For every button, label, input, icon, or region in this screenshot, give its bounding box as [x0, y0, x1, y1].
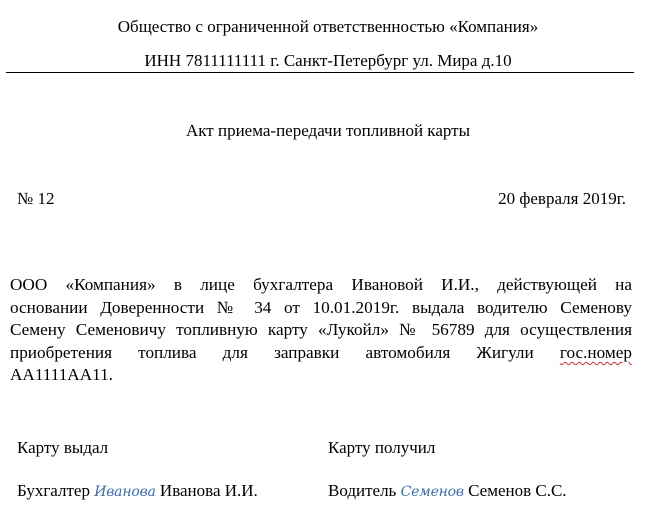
- body-line-1: ООО «Компания» в лице бухгалтера Ивановой И.И., действующей на: [10, 275, 632, 294]
- handed-over-signature-line: [17, 481, 258, 501]
- act-number: № 12: [17, 189, 55, 208]
- body-line-5: АА1111АА11.: [10, 365, 113, 385]
- body-line-2: основании Доверенности № 34 от 10.01.2019г. выдала водителю Семенову: [10, 297, 632, 317]
- act-date: 20 февраля 2019г.: [498, 189, 626, 208]
- company-details: ИНН 7811111111 г. Санкт-Петербург ул. Мира д.10: [144, 51, 512, 70]
- body-line-4: [10, 342, 632, 365]
- received-signature: Семенов: [400, 484, 464, 500]
- handed-over-position: Бухгалтер: [17, 481, 90, 500]
- handed-over-name: Иванова И.И.: [159, 481, 258, 500]
- header-divider: [6, 72, 634, 73]
- spellcheck-marked-word: гос.номер: [559, 342, 632, 362]
- act-body: [10, 274, 632, 387]
- received-position: Водитель: [328, 481, 397, 500]
- company-name: Общество с ограниченной ответственностью «Компания»: [117, 17, 539, 36]
- body-line-4-text: приобретения топлива для заправки автомобиля Жигули: [10, 342, 560, 362]
- received-signature-line: [328, 481, 567, 501]
- handed-over-label: Карту выдал: [17, 438, 109, 457]
- handed-over-signature: Иванова: [94, 484, 156, 500]
- received-label: Карту получил: [328, 438, 436, 457]
- body-line-3: Семену Семеновичу топливную карту «Лукойл» № 56789 для осуществления: [10, 320, 632, 340]
- document-title: Акт приема-передачи топливной карты: [186, 121, 470, 140]
- received-name: Семенов С.С.: [468, 481, 567, 500]
